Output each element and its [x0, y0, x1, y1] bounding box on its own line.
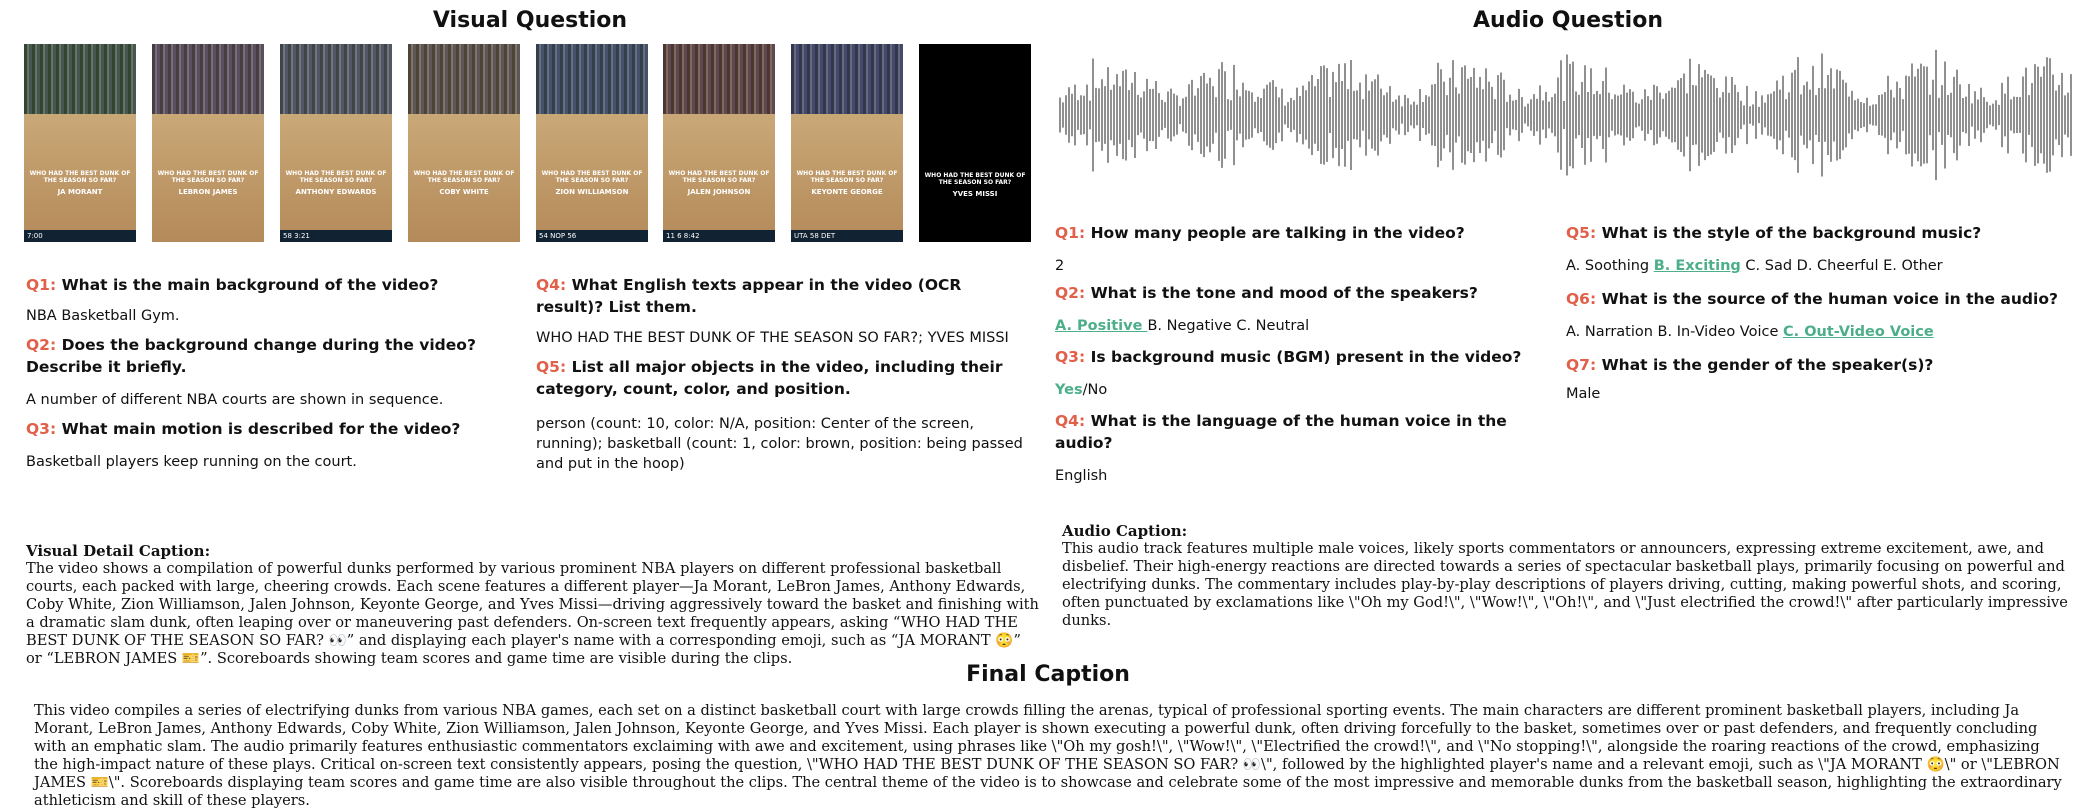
- visual-a4: WHO HAD THE BEST DUNK OF THE SEASON SO FAR?; YVES MISSI: [536, 330, 1009, 346]
- audio-a5-selected: B. Exciting: [1653, 258, 1741, 274]
- visual-questions-left: [26, 274, 496, 472]
- audio-a5: A. Soothing B. Exciting C. Sad D. Cheerful E. Other: [1566, 258, 1943, 274]
- audio-q3: Q3: Is background music (BGM) present in the video?: [1055, 348, 1522, 366]
- frame-overlay-text: WHO HAD THE BEST DUNK OF THE SEASON SO FAR?: [157, 170, 259, 184]
- audio-caption-text: This audio track features multiple male voices, likely sports commentators or announcers, expressing extreme excitement, awe, and disbelief. Their high-energy reactions are directed towards a series of spectacular basketball plays, primarily focusing on powerful and electrifying dunks. The commentary includes play-by-play descriptions of players driving, cutting, making powerful shots, and scoring, often punctuated by exclamations like \"Oh my God!\", \"Wow!\", \"Oh!\", and \"Just electrified the crowd!\" after particularly impressive dunks.: [1062, 540, 2068, 629]
- audio-q4: Q4: What is the language of the human voice in the audio?: [1055, 412, 1507, 452]
- audio-a7: Male: [1566, 386, 1601, 402]
- visual-detail-caption-block: [26, 542, 1041, 668]
- audio-q5: Q5: What is the style of the background music?: [1566, 224, 1982, 242]
- visual-q5: Q5: List all major objects in the video, including their category, count, color, and position.: [536, 358, 1003, 398]
- crowd: [408, 44, 520, 114]
- crowd: [152, 44, 264, 114]
- visual-a5: person (count: 10, color: N/A, position: Center of the screen, running); basketball (count: 1, color: brown, position: being passed and put in the hoop): [536, 416, 1023, 472]
- audio-questions-right: [1566, 222, 2066, 404]
- audio-questions-left: [1055, 222, 1555, 486]
- visual-a2: A number of different NBA courts are shown in sequence.: [26, 392, 444, 408]
- visual-q3: Q3: What main motion is described for the video?: [26, 420, 461, 438]
- frame-scoreboard: 11 6 8:42: [663, 230, 775, 242]
- crowd: [791, 44, 903, 114]
- video-frame: [408, 44, 520, 242]
- frame-scoreboard: UTA 58 DET: [791, 230, 903, 242]
- frame-overlay-text: WHO HAD THE BEST DUNK OF THE SEASON SO FAR?: [29, 170, 131, 184]
- final-caption-heading: Final Caption: [966, 662, 1130, 687]
- visual-a1: NBA Basketball Gym.: [26, 308, 180, 324]
- visual-question-heading: Visual Question: [432, 8, 628, 33]
- audio-q6: Q6: What is the source of the human voice in the audio?: [1566, 290, 2058, 308]
- frame-player-name: JA MORANT: [57, 188, 103, 196]
- audio-question-heading: Audio Question: [1473, 8, 1663, 33]
- video-frame: [919, 44, 1031, 242]
- visual-q4: Q4: What English texts appear in the video (OCR result)? List them.: [536, 276, 962, 316]
- frame-player-name: LEBRON JAMES: [178, 188, 238, 196]
- crowd: [663, 44, 775, 114]
- audio-a2: A. Positive B. Negative C. Neutral: [1055, 318, 1310, 334]
- audio-a4: English: [1055, 468, 1108, 484]
- audio-caption-title: Audio Caption:: [1062, 522, 1188, 540]
- crowd: [280, 44, 392, 114]
- crowd: [24, 44, 136, 114]
- video-frame: [536, 44, 648, 242]
- video-frame: [280, 44, 392, 242]
- audio-a1: 2: [1055, 258, 1065, 274]
- frame-player-name: COBY WHITE: [439, 188, 489, 196]
- visual-caption-title: Visual Detail Caption:: [26, 542, 211, 560]
- frame-overlay-text: WHO HAD THE BEST DUNK OF THE SEASON SO FAR?: [924, 172, 1026, 186]
- frame-overlay-text: WHO HAD THE BEST DUNK OF THE SEASON SO FAR?: [285, 170, 387, 184]
- audio-a2-selected: A. Positive: [1055, 318, 1148, 334]
- frame-player-name: ANTHONY EDWARDS: [295, 188, 377, 196]
- audio-a3-selected: Yes: [1055, 382, 1083, 398]
- frame-overlay-text: WHO HAD THE BEST DUNK OF THE SEASON SO FAR?: [541, 170, 643, 184]
- audio-q1: Q1: How many people are talking in the video?: [1055, 224, 1465, 242]
- frame-player-name: KEYONTE GEORGE: [811, 188, 883, 196]
- visual-q1: Q1: What is the main background of the video?: [26, 276, 439, 294]
- audio-a6: A. Narration B. In-Video Voice C. Out-Video Voice: [1566, 324, 1934, 340]
- audio-q7: Q7: What is the gender of the speaker(s)?: [1566, 356, 1934, 374]
- video-frame: [24, 44, 136, 242]
- visual-questions-right: [536, 274, 1032, 474]
- frame-player-name: ZION WILLIAMSON: [555, 188, 629, 196]
- visual-caption-text: The video shows a compilation of powerful dunks performed by various prominent NBA players on different professional basketball courts, each packed with large, cheering crowds. Each scene features a different player—Ja Morant, LeBron James, Anthony Edwards, Coby White, Zion Williamson, Jalen Johnson, Keyonte George, and Yves Missi—driving aggressively toward the basket and finishing with a dramatic slam dunk, often leaping over or maneuvering past defenders. On-screen text frequently appears, asking “WHO HAD THE BEST DUNK OF THE SEASON SO FAR? 👀” and displaying each player's name with a corresponding emoji, such as “JA MORANT 😳” or “LEBRON JAMES 🎫”. Scoreboards showing team scores and game time are visible during the clips.: [26, 560, 1039, 667]
- audio-waveform: [1058, 44, 2074, 186]
- audio-a6-selected: C. Out-Video Voice: [1783, 324, 1934, 340]
- frame-scoreboard: 7:00: [24, 230, 136, 242]
- frame-overlay-text: WHO HAD THE BEST DUNK OF THE SEASON SO FAR?: [413, 170, 515, 184]
- frame-player-name: YVES MISSI: [952, 190, 998, 198]
- video-frame: [663, 44, 775, 242]
- crowd: [536, 44, 648, 114]
- video-frame: [791, 44, 903, 242]
- audio-a3: Yes/No: [1055, 382, 1108, 398]
- frame-scoreboard: 54 NOP 56: [536, 230, 648, 242]
- video-frame: [152, 44, 264, 242]
- frame-overlay-text: WHO HAD THE BEST DUNK OF THE SEASON SO FAR?: [796, 170, 898, 184]
- frame-scoreboard: 58 3:21: [280, 230, 392, 242]
- frame-overlay-text: WHO HAD THE BEST DUNK OF THE SEASON SO FAR?: [668, 170, 770, 184]
- visual-a3: Basketball players keep running on the court.: [26, 454, 357, 470]
- audio-q2: Q2: What is the tone and mood of the speakers?: [1055, 284, 1478, 302]
- frame-player-name: JALEN JOHNSON: [687, 188, 751, 196]
- audio-caption-block: [1062, 522, 2077, 630]
- final-caption-text: This video compiles a series of electrifying dunks from various NBA games, each set on a distinct basketball court with large crowds filling the arenas, typical of professional sporting events. The main characters are different prominent basketball players, including Ja Morant, LeBron James, Anthony Edwards, Coby White, Zion Williamson, Jalen Johnson, Keyonte George, and Yves Missi. Each player is shown executing a powerful dunk, often driving forcefully to the basket, sometimes over or past defenders, and frequently concluding with an emphatic slam. The audio primarily features enthusiastic commentators exclaiming with awe and excitement, using phrases like \"Oh my gosh!\", \"Wow!\", \"Electrified the crowd!\", and \"No stopping!\", alongside the roaring reactions of the crowd, emphasizing the high-impact nature of these plays. Critical on-screen text consistently appears, posing the question, \"WHO HAD THE BEST DUNK OF THE SEASON SO FAR? 👀\", followed by the highlighted player's name and a relevant emoji, such as \"JA MORANT 😳\" or \"LEBRON JAMES 🎫\". Scoreboards displaying team scores and game time are also visible throughout the clips. The central theme of the video is to showcase and celebrate some of the most impressive and memorable dunks from the basketball season, highlighting the extraordinary athleticism and skill of these players.: [34, 702, 2062, 809]
- visual-q2: Q2: Does the background change during the video? Describe it briefly.: [26, 336, 476, 376]
